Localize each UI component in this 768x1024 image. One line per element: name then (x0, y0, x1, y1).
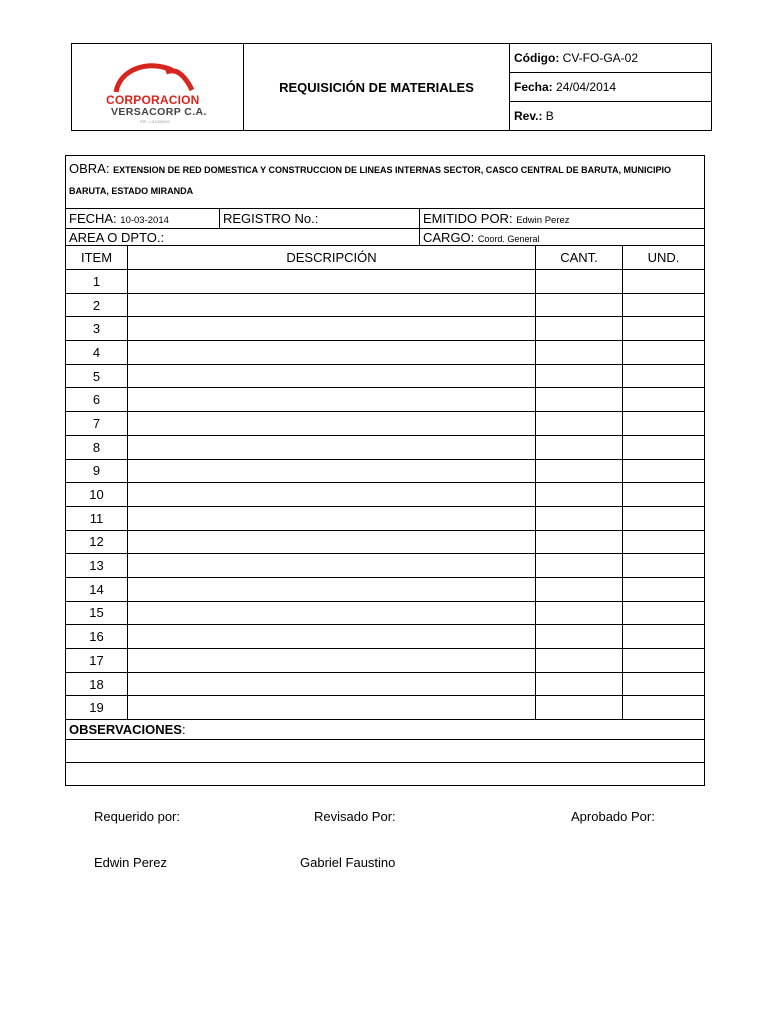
item-description-cell[interactable] (128, 270, 536, 294)
table-row (66, 649, 705, 673)
table-row (66, 506, 705, 530)
item-number: 17 (66, 649, 128, 673)
item-quantity-cell[interactable] (536, 530, 623, 554)
observaciones-line[interactable] (66, 763, 705, 786)
registro-field (220, 209, 420, 229)
area-label: AREA O DPTO.: (69, 229, 165, 245)
item-description-cell[interactable] (128, 435, 536, 459)
observaciones-label: OBSERVACIONES (69, 722, 182, 738)
item-description-cell[interactable] (128, 577, 536, 601)
registro-label: REGISTRO No.: (223, 211, 319, 226)
codigo-label: Código: (514, 51, 560, 65)
item-unit-cell[interactable] (623, 672, 705, 696)
fecha-label: Fecha: (514, 80, 553, 94)
table-row (66, 388, 705, 412)
item-quantity-cell[interactable] (536, 672, 623, 696)
item-number: 13 (66, 554, 128, 578)
table-row (66, 364, 705, 388)
item-description-cell[interactable] (128, 625, 536, 649)
table-row (66, 341, 705, 365)
item-quantity-cell[interactable] (536, 483, 623, 507)
item-description-cell[interactable] (128, 412, 536, 436)
revisado-label: Revisado Por: (314, 809, 396, 824)
item-unit-cell[interactable] (623, 577, 705, 601)
company-tagline: RIF: J-31000000 (140, 119, 170, 124)
item-quantity-cell[interactable] (536, 364, 623, 388)
emitido-label: EMITIDO POR (423, 211, 509, 226)
aprobado-label: Aprobado Por: (571, 809, 655, 824)
item-number: 1 (66, 270, 128, 294)
item-number: 11 (66, 506, 128, 530)
table-row (66, 270, 705, 294)
item-unit-cell[interactable] (623, 649, 705, 673)
item-quantity-cell[interactable] (536, 317, 623, 341)
item-description-cell[interactable] (128, 388, 536, 412)
item-number: 10 (66, 483, 128, 507)
area-field (66, 229, 420, 246)
item-quantity-cell[interactable] (536, 341, 623, 365)
table-row (66, 554, 705, 578)
item-unit-cell[interactable] (623, 530, 705, 554)
item-unit-cell[interactable] (623, 459, 705, 483)
item-quantity-cell[interactable] (536, 601, 623, 625)
table-row (66, 412, 705, 436)
item-description-cell[interactable] (128, 649, 536, 673)
item-description-cell[interactable] (128, 601, 536, 625)
obra-label: OBRA: (69, 161, 110, 176)
item-number: 16 (66, 625, 128, 649)
item-number: 7 (66, 412, 128, 436)
item-description-cell[interactable] (128, 483, 536, 507)
requerido-label: Requerido por: (94, 809, 180, 824)
item-quantity-cell[interactable] (536, 388, 623, 412)
item-quantity-cell[interactable] (536, 625, 623, 649)
table-row (66, 483, 705, 507)
item-description-cell[interactable] (128, 341, 536, 365)
item-unit-cell[interactable] (623, 601, 705, 625)
item-description-cell[interactable] (128, 459, 536, 483)
item-unit-cell[interactable] (623, 270, 705, 294)
item-number: 15 (66, 601, 128, 625)
observaciones-label-cell: OBSERVACIONES: (66, 720, 705, 740)
item-description-cell[interactable] (128, 293, 536, 317)
item-unit-cell[interactable] (623, 412, 705, 436)
item-description-cell[interactable] (128, 530, 536, 554)
table-row (66, 530, 705, 554)
cargo-label: CARGO: (423, 229, 475, 245)
item-number: 19 (66, 696, 128, 720)
rev-value: B (545, 109, 554, 123)
item-number: 2 (66, 293, 128, 317)
item-unit-cell[interactable] (623, 388, 705, 412)
item-quantity-cell[interactable] (536, 554, 623, 578)
document-title: REQUISICIÓN DE MATERIALES (244, 44, 510, 131)
table-row (66, 625, 705, 649)
form-fecha-label: FECHA: (69, 211, 117, 226)
item-quantity-cell[interactable] (536, 577, 623, 601)
item-description-cell[interactable] (128, 554, 536, 578)
item-number: 9 (66, 459, 128, 483)
table-row (66, 317, 705, 341)
revisado-name: Gabriel Faustino (300, 855, 396, 870)
item-description-cell[interactable] (128, 672, 536, 696)
item-description-cell[interactable] (128, 696, 536, 720)
table-row (66, 435, 705, 459)
requerido-name: Edwin Perez (94, 855, 167, 870)
logo-cell (72, 44, 244, 131)
col-header-item: ITEM (66, 246, 128, 270)
item-number: 6 (66, 388, 128, 412)
cargo-value: Coord. General (477, 233, 540, 244)
item-number: 8 (66, 435, 128, 459)
item-unit-cell[interactable] (623, 483, 705, 507)
rev-label: Rev.: (514, 109, 543, 123)
company-name-2: VERSACORP C.A. (111, 106, 207, 118)
obra-field (66, 156, 705, 209)
item-number: 12 (66, 530, 128, 554)
emitido-field: EMITIDO POR: Edwin Perez (420, 209, 705, 229)
requisition-form (65, 155, 705, 786)
item-description-cell[interactable] (128, 317, 536, 341)
form-fecha-value: 10-03-2014 (120, 215, 169, 226)
company-logo (106, 62, 216, 124)
document-header (71, 43, 712, 131)
item-unit-cell[interactable] (623, 506, 705, 530)
table-row (66, 696, 705, 720)
fecha-value: 24/04/2014 (556, 80, 617, 94)
col-header-cant: CANT. (536, 246, 623, 270)
item-description-cell[interactable] (128, 364, 536, 388)
item-unit-cell[interactable] (623, 364, 705, 388)
item-quantity-cell[interactable] (536, 696, 623, 720)
item-quantity-cell[interactable] (536, 293, 623, 317)
codigo-cell (510, 44, 712, 73)
logo-arc-icon (110, 62, 200, 94)
item-unit-cell[interactable] (623, 696, 705, 720)
item-number: 14 (66, 577, 128, 601)
observaciones-line[interactable] (66, 740, 705, 763)
table-row (66, 577, 705, 601)
item-description-cell[interactable] (128, 506, 536, 530)
table-row (66, 672, 705, 696)
col-header-und: UND. (623, 246, 705, 270)
item-number: 3 (66, 317, 128, 341)
rev-cell (510, 102, 712, 131)
emitido-value: Edwin Perez (516, 215, 570, 226)
item-number: 5 (66, 364, 128, 388)
item-number: 18 (66, 672, 128, 696)
item-unit-cell[interactable] (623, 293, 705, 317)
item-quantity-cell[interactable] (536, 270, 623, 294)
cargo-field (420, 229, 705, 246)
table-row (66, 601, 705, 625)
item-unit-cell[interactable] (623, 435, 705, 459)
item-quantity-cell[interactable] (536, 506, 623, 530)
item-quantity-cell[interactable] (536, 459, 623, 483)
table-row (66, 459, 705, 483)
item-unit-cell[interactable] (623, 554, 705, 578)
items-header-row (66, 246, 705, 270)
company-name: CORPORACION (106, 93, 200, 107)
item-quantity-cell[interactable] (536, 435, 623, 459)
obra-value: EXTENSION DE RED DOMESTICA Y CONSTRUCCION DE LINEAS INTERNAS SECTOR, CASCO CENTRAL DE BARUTA, MUNICIPIO BARUTA, ESTADO MIRANDA (69, 165, 671, 196)
fecha-field (66, 209, 220, 229)
col-header-descripcion: DESCRIPCIÓN (128, 246, 536, 270)
item-quantity-cell[interactable] (536, 412, 623, 436)
codigo-value: CV-FO-GA-02 (562, 51, 639, 65)
item-unit-cell[interactable] (623, 625, 705, 649)
item-quantity-cell[interactable] (536, 649, 623, 673)
item-unit-cell[interactable] (623, 341, 705, 365)
table-row (66, 293, 705, 317)
item-unit-cell[interactable] (623, 317, 705, 341)
item-number: 4 (66, 341, 128, 365)
fecha-cell (510, 73, 712, 102)
